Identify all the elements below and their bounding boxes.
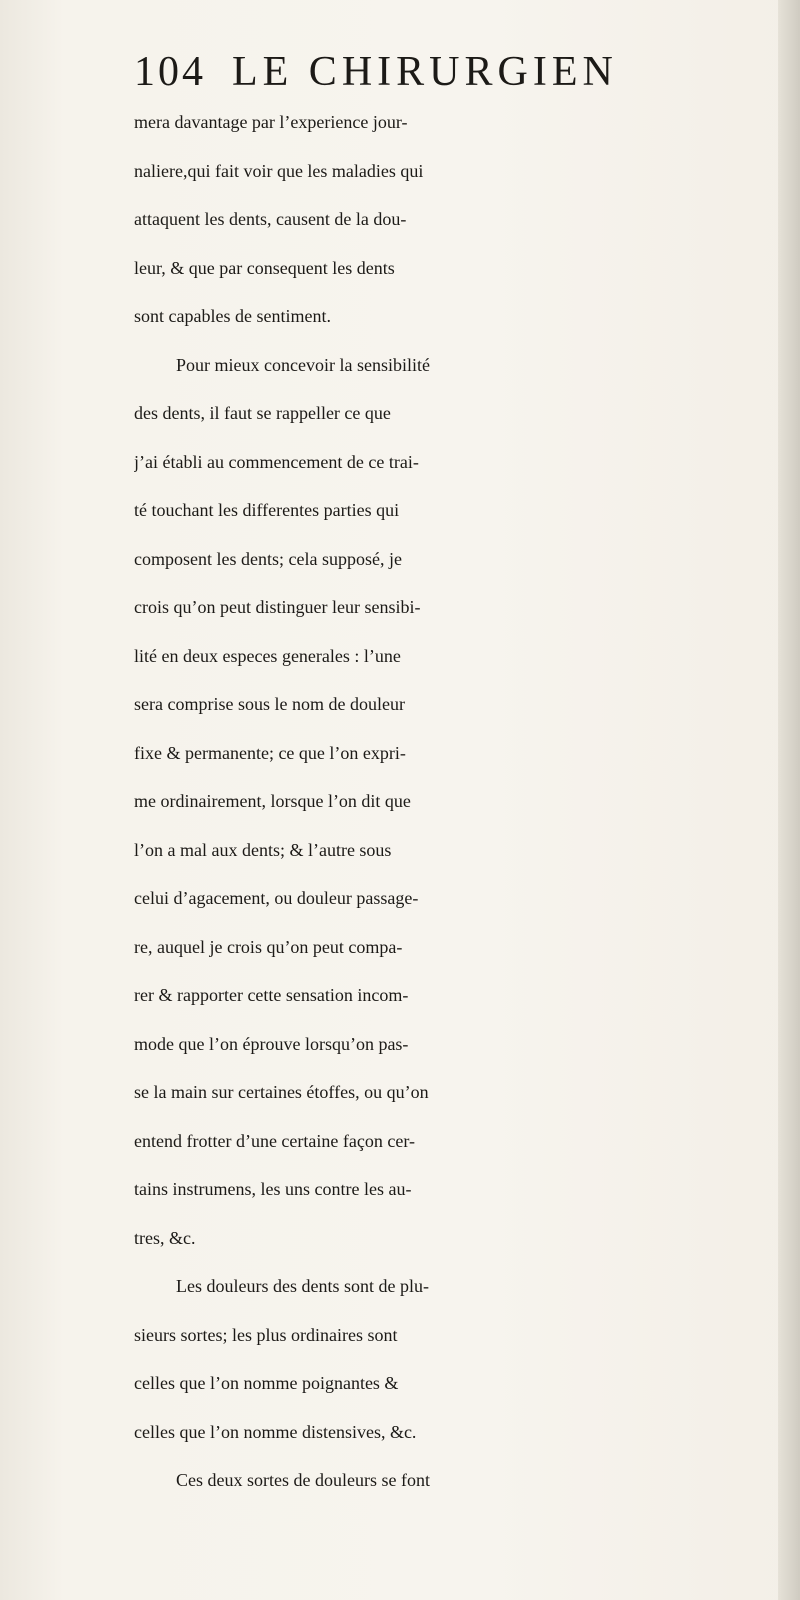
text-line: composent les dents; cela supposé, je [134,548,402,569]
running-title: LE CHIRURGIEN [232,49,618,95]
text-line: re, auquel je crois qu’on peut compa- [134,936,403,957]
text-line: sera comprise sous le nom de douleur [134,694,405,714]
text-line: fixe & permanente; ce que l’on expri- [134,742,406,763]
text-line: Les douleurs des dents sont de plu- [176,1276,429,1296]
text-line: tains instrumens, les uns contre les au- [134,1179,412,1199]
text-line: tres, &c. [134,1227,196,1248]
text-line: Ces deux sortes de douleurs se font [176,1470,430,1490]
text-line: se la main sur certaines étoffes, ou qu’on [134,1082,429,1102]
page-edge-shadow [778,0,800,1600]
text-line: rer & rapporter cette sensation incom- [134,985,409,1005]
text-line: té touchant les differentes parties qui [134,500,400,520]
text-line: mera davantage par l’experience jour- [134,112,408,132]
text-line: lité en deux especes generales : l’une [134,645,401,666]
text-line: attaquent les dents, causent de la dou- [134,209,407,229]
text-line: crois qu’on peut distinguer leur sensibi- [134,597,421,617]
text-line: sieurs sortes; les plus ordinaires sont [134,1324,398,1345]
text-line: celui d’agacement, ou douleur passage- [134,888,419,908]
text-line: sont capables de sentiment. [134,306,331,326]
text-line: mode que l’on éprouve lorsqu’on pas- [134,1033,409,1054]
body-text [134,98,764,1505]
text-line: Pour mieux concevoir la sensibilité [176,354,430,375]
text-line: naliere,qui fait voir que les maladies qui [134,160,424,181]
text-line: me ordinairement, lorsque l’on dit que [134,791,411,811]
text-line: leur, & que par consequent les dents [134,257,395,278]
text-line: des dents, il faut se rappeller ce que [134,403,391,423]
page-number: 104 [134,49,206,95]
text-line: celles que l’on nomme poignantes & [134,1373,399,1393]
text-line: j’ai établi au commencement de ce trai- [134,451,419,472]
running-header [134,44,754,100]
text-line: celles que l’on nomme distensives, &c. [134,1421,417,1442]
text-line: entend frotter d’une certaine façon cer- [134,1130,415,1151]
text-line: l’on a mal aux dents; & l’autre sous [134,839,392,860]
